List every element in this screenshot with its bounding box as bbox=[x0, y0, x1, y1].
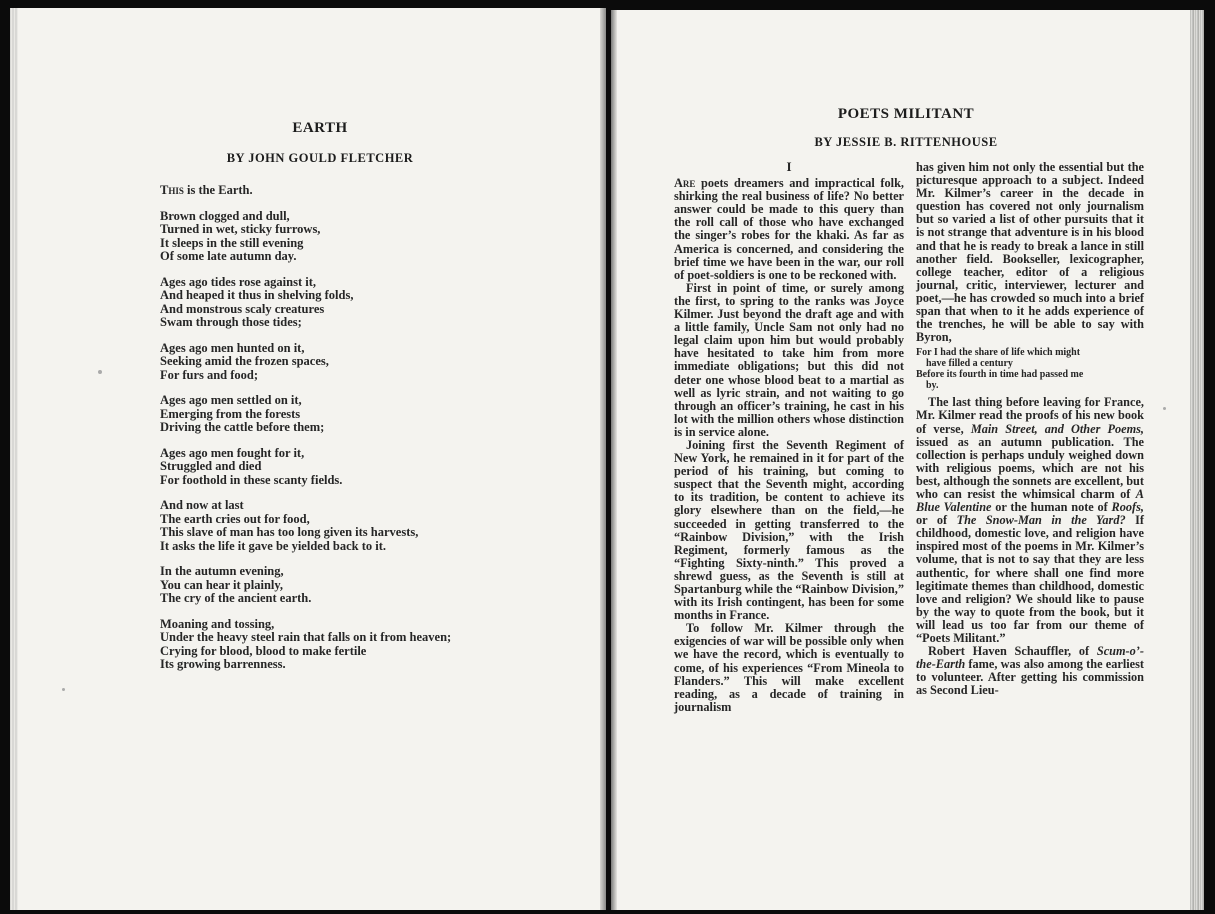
article-column-2 bbox=[916, 161, 1144, 697]
paper-speck bbox=[1163, 407, 1166, 410]
poem-line: Moaning and tossing, bbox=[160, 616, 275, 631]
paragraph: Are poets dreamers and impractical folk, shirking the real business of life? No better answer could be made to this query than the roll call of those who have exchanged the singer’s robes for the khaki. As far as America is concerned, and considering the brief time we have been in the war, our roll of poet-soldiers is one to be reckoned with. bbox=[674, 176, 904, 282]
poem-body bbox=[160, 184, 580, 684]
poem-stanza bbox=[160, 565, 580, 606]
poem-line: It asks the life it gave be yielded back to it. bbox=[160, 538, 387, 553]
right-page bbox=[611, 10, 1204, 910]
paper-speck bbox=[62, 688, 65, 691]
poem-stanza bbox=[160, 276, 580, 330]
poem-stanza bbox=[160, 447, 580, 488]
poem-line: Brown clogged and dull, bbox=[160, 208, 290, 223]
poem-line: You can hear it plainly, bbox=[160, 577, 284, 592]
poem-line: And now at last bbox=[160, 498, 244, 512]
poem-line: For furs and food; bbox=[160, 367, 259, 382]
poem-stanza bbox=[160, 618, 580, 672]
article-byline: BY JESSIE B. RITTENHOUSE bbox=[814, 135, 998, 149]
poem-line: Ages ago men fought for it, bbox=[160, 445, 305, 460]
paragraph: First in point of time, or surely among the first, to spring to the ranks was Joyce Kilmer. Just beyond the draft age and with a little family, Uncle Sam not only had no legal claim upon him but would probably have hesitated to take him from more immediate obligations; but this did not deter one whose blood beat to a martial as well as lyric strain, and not waiting to go through an officer’s training, he cast in his lot with the million others whose distinction is in service alone. bbox=[674, 280, 904, 439]
paper-speck bbox=[98, 370, 102, 374]
opening-rest: is the Earth. bbox=[183, 183, 253, 197]
book-title: Scum-o’-the-Earth bbox=[916, 644, 1144, 672]
paragraph: Joining first the Seventh Regiment of New York, he remained in it for part of the period of his training, but coming to suspect that the Seventh might, according to its tradition, be content to achieve its glory elsewhere than on the field,—he succeeded in getting transferred to the “Rainbow Division,” with the Irish Regiment, formerly famous as the “Fighting Sixty-ninth.” This proved a shrewd guess, as the Seventh is still at Spartanburg while the “Rainbow Division,” with its Irish contingent, has been for some months in France. bbox=[674, 437, 904, 623]
poem-line: Ages ago tides rose against it, bbox=[160, 274, 317, 289]
book-spine bbox=[600, 8, 606, 910]
poem-line: This slave of man has too long given its harvests, bbox=[160, 525, 419, 539]
poem-reference: A Blue Valentine bbox=[916, 486, 1144, 515]
poem-line: And monstrous scaly creatures bbox=[160, 301, 325, 316]
poem-stanza bbox=[160, 394, 580, 435]
paragraph: Robert Haven Schauffler, of Scum-o’-the-Earth fame, was also among the earliest to volunteer. After getting his commission as Second Lieu- bbox=[916, 644, 1144, 698]
poem-line: The cry of the ancient earth. bbox=[160, 591, 312, 605]
poem-title: EARTH bbox=[292, 120, 348, 136]
poem-line: Swam through those tides; bbox=[160, 315, 302, 329]
paragraph-first-word: Are bbox=[674, 176, 696, 191]
poem-line: And heaped it thus in shelving folds, bbox=[160, 288, 354, 302]
poem-reference: Roofs, bbox=[1111, 500, 1144, 515]
poem-line: It sleeps in the still evening bbox=[160, 235, 304, 250]
poem-line: Crying for blood, blood to make fertile bbox=[160, 643, 367, 658]
section-number: I bbox=[786, 159, 792, 174]
page-edge bbox=[10, 8, 18, 910]
poem-stanza bbox=[160, 499, 580, 553]
poem-stanzas bbox=[160, 210, 580, 672]
paragraph: To follow Mr. Kilmer through the exigencies of war will be possible only when we have the record, which is eventually to come, of his experiences “From Mineola to Flanders.” This will make excellent reading, as a decade of training in journalism bbox=[674, 621, 904, 714]
poem-line: Ages ago men settled on it, bbox=[160, 393, 302, 407]
block-quote: For I had the share of life which might have filled a century Before its fourth in time had passed me by. bbox=[916, 347, 1084, 392]
poem-stanza bbox=[160, 210, 580, 264]
poem-line: Its growing barrenness. bbox=[160, 657, 286, 671]
poem-line: Emerging from the forests bbox=[160, 406, 301, 421]
poem-line: The earth cries out for food, bbox=[160, 511, 310, 526]
poem-line: Ages ago men hunted on it, bbox=[160, 340, 305, 355]
poem-line: Struggled and died bbox=[160, 459, 262, 473]
left-page bbox=[10, 8, 606, 910]
book-title: Main Street, and Other Poems, bbox=[970, 421, 1145, 436]
poem-line: For foothold in these scanty fields. bbox=[160, 472, 343, 487]
poem-line: Turned in wet, sticky furrows, bbox=[160, 222, 321, 236]
poem-opening bbox=[160, 184, 580, 198]
poem-line: Of some late autumn day. bbox=[160, 249, 297, 263]
paragraph: has given him not only the essential but the picturesque approach to a subject. Indeed Mr. Kilmer’s career in the decade in question has covered not only journalism but so varied a list of other pursuits that it is not strange that adventure is in his blood and that he is ready to break a lance in still another field. Bookseller, lexicographer, college teacher, editor of a religious journal, critic, interviewer, lecturer and poet,—he has crowded so much into a brief span that when to it he adds experience of the trenches, he will be able to say with Byron, bbox=[916, 160, 1144, 345]
poem-line: Driving the cattle before them; bbox=[160, 420, 325, 434]
poem-line: Under the heavy steel rain that falls on it from heaven; bbox=[160, 630, 452, 644]
poem-reference: The Snow-Man in the Yard? bbox=[956, 513, 1126, 528]
paragraph: The last thing before leaving for France, Mr. Kilmer read the proofs of his new book of verse, Main Street, and Other Poems, issued as an autumn publication. The collection is perhaps unduly weighed down with religious poems, which are not his best, although the sonnets are excellent, but who can resist the whimsical charm of A Blue Valentine or the human note of Roofs, or of The Snow-Man in the Yard? If childhood, domestic love, and religion have inspired most of the poems in Mr. Kilmer’s volume, that is not to say that they are less authentic, for where shall one find more legitimate themes than childhood, domestic love and religion? We should like to pause by the way to quote from the book, but it will lead us too far from our theme of “Poets Militant.” bbox=[916, 395, 1145, 645]
article-title: POETS MILITANT bbox=[837, 106, 975, 122]
poem-line: In the autumn evening, bbox=[160, 564, 284, 578]
article-column-1 bbox=[674, 160, 904, 714]
poem-stanza bbox=[160, 342, 580, 383]
poem-byline: BY JOHN GOULD FLETCHER bbox=[226, 151, 414, 165]
poem-line: Seeking amid the frozen spaces, bbox=[160, 354, 329, 368]
opening-word: This bbox=[160, 183, 184, 197]
